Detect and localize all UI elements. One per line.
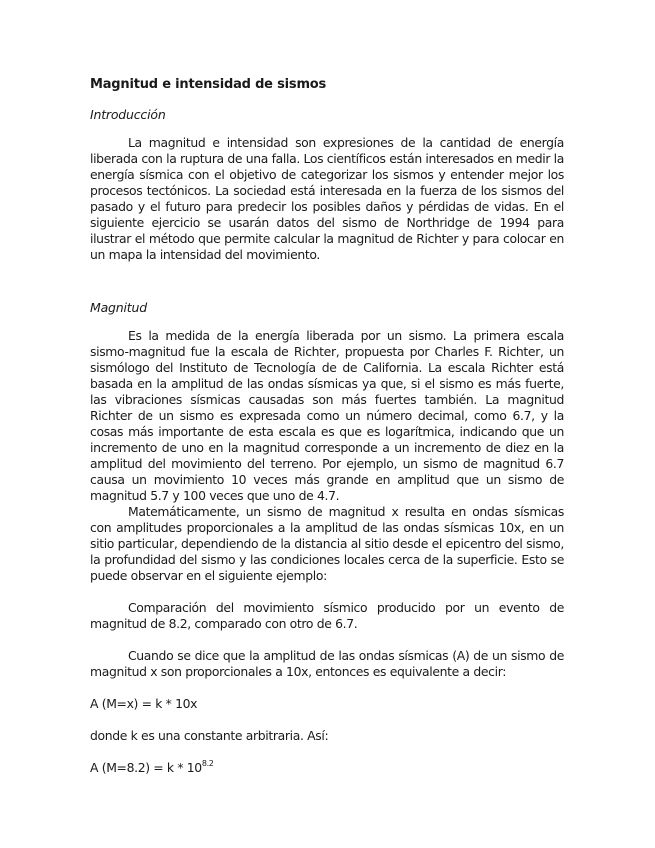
- comparison-paragraph: Comparación del movimiento sísmico producido por un evento de magnitud de 8.2, comparado con otro de 6.7.: [90, 600, 564, 631]
- document-title: Magnitud e intensidad de sismos: [90, 77, 327, 92]
- constant-line: donde k es una constante arbitraria. Así:: [90, 728, 329, 743]
- formula-1: A (M=x) = k * 10x: [90, 696, 198, 711]
- magnitude-paragraph-1: Es la medida de la energía liberada por un sismo. La primera escala sismo-magnitud fue la escala de Richter, propuesta por Charles F. Richter, un sismólogo del Instituto de Tecnología de de California. La escala Richter está basada en la amplitud de las ondas sísmicas ya que, si el sismo es más fuerte, las vibraciones sísmicas causadas son más fuertes también. La magnitud Richter de un sismo es expresada como un número decimal, como 6.7, y la cosas más importante de esta escala es que es logarítmica, indicando que un incremento de uno en la magnitud corresponde a un incremento de diez en la amplitud del movimiento del terreno. Por ejemplo, un sismo de magnitud 6.7 causa un movimiento 10 veces más grande en amplitud que un sismo de magnitud 5.7 y 100 veces que uno de 4.7.: [90, 328, 564, 503]
- formula-2-exponent: 8.2: [201, 759, 214, 768]
- document-page: [90, 70, 564, 776]
- intro-heading: Introducción: [90, 107, 166, 122]
- magnitude-paragraph-2: Matemáticamente, un sismo de magnitud x resulta en ondas sísmicas con amplitudes proporcionales a la amplitud de las ondas sísmicas 10x, en un sitio particular, dependiendo de la distancia al sitio desde el epicentro del sismo, la profundidad del sismo y las condiciones locales cerca de la superficie. Esto se puede observar en el siguiente ejemplo:: [90, 504, 564, 583]
- amplitude-paragraph: Cuando se dice que la amplitud de las ondas sísmicas (A) de un sismo de magnitud x son proporcionales a 10x, entonces es equivalente a decir:: [90, 648, 564, 679]
- intro-paragraph: La magnitud e intensidad son expresiones de la cantidad de energía liberada con la ruptura de una falla. Los científicos están interesados en medir la energía sísmica con el objetivo de categorizar los sismos y entender mejor los procesos tectónicos. La sociedad está interesada en la fuerza de los sismos del pasado y el futuro para predecir los posibles daños y pérdidas de vidas. En el siguiente ejercicio se usarán datos del sismo de Northridge de 1994 para ilustrar el método que permite calcular la magnitud de Richter y para colocar en un mapa la intensidad del movimiento.: [90, 135, 564, 262]
- magnitude-heading: Magnitud: [90, 300, 147, 315]
- formula-2-base: A (M=8.2) = k * 10: [90, 760, 202, 775]
- formula-2: [90, 760, 564, 776]
